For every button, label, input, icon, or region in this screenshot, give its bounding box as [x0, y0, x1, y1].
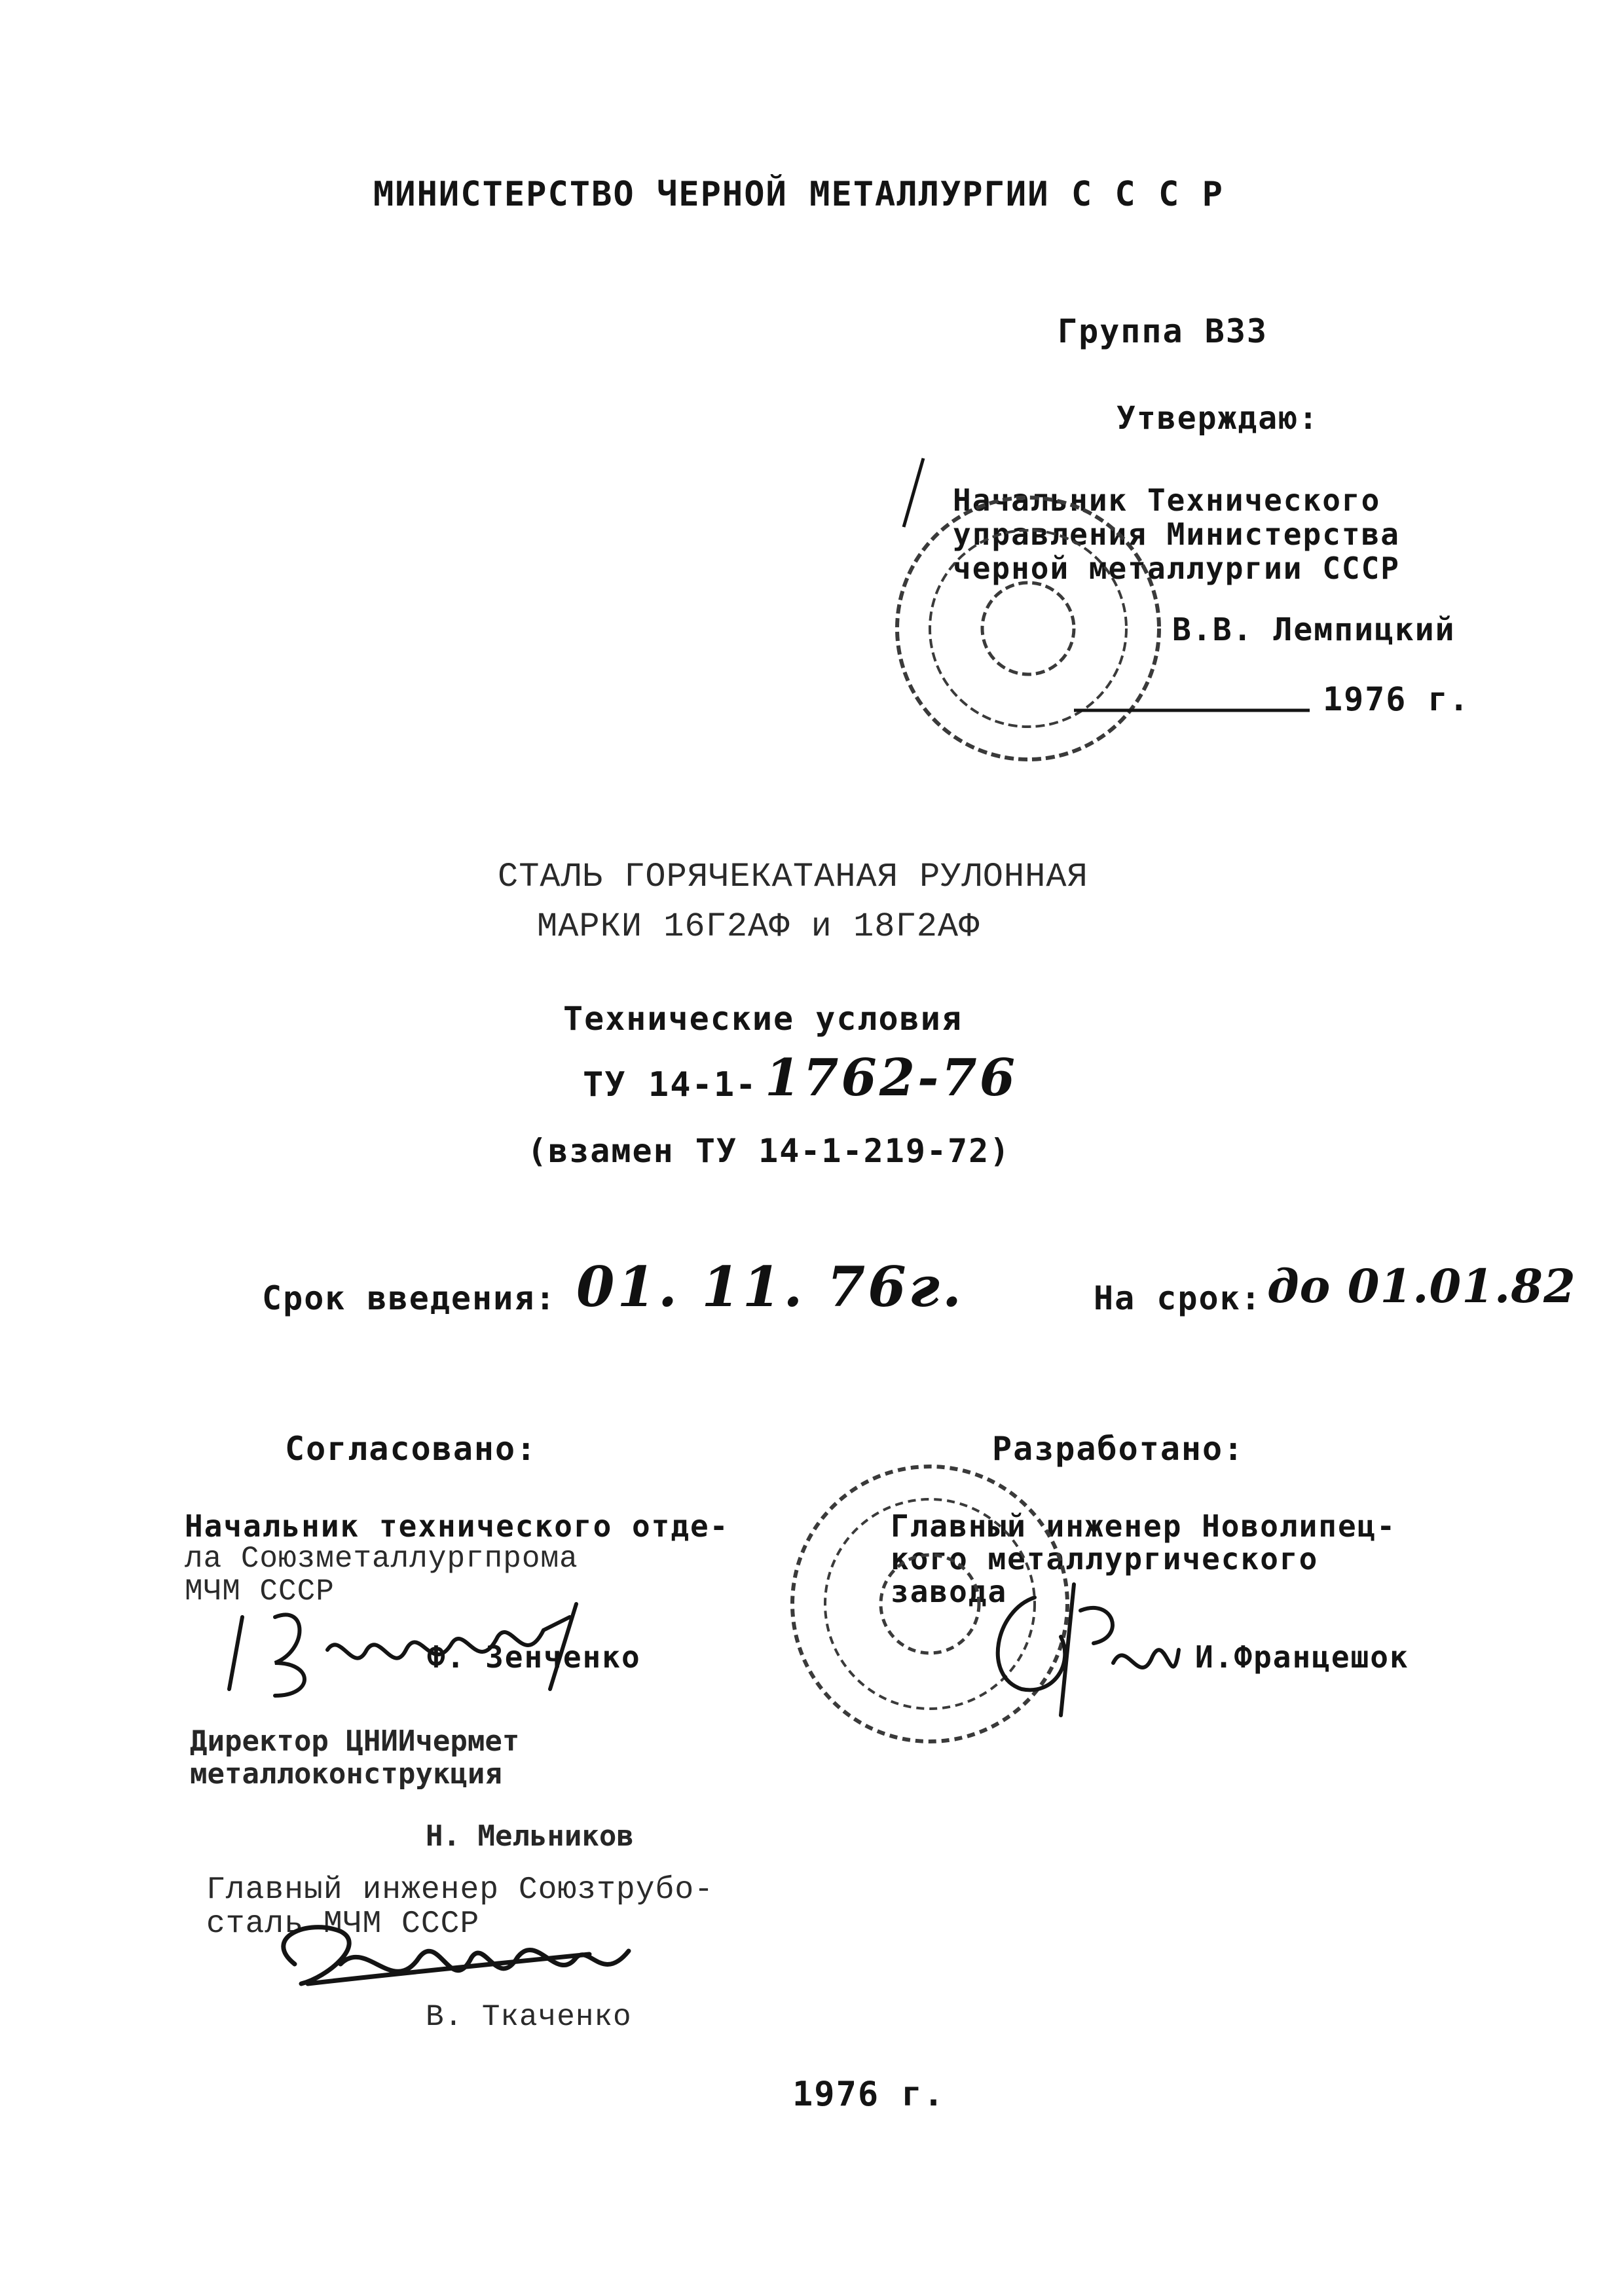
- document-code-prefix: ТУ 14-1-: [583, 1065, 758, 1104]
- approval-seal: [897, 498, 1159, 759]
- developed-name: И.Францешок: [1195, 1639, 1409, 1675]
- replaces-note: (взамен ТУ 14-1-219-72): [527, 1132, 1011, 1170]
- approval-label: Утверждаю:: [1116, 400, 1319, 437]
- agreed-p3-line1: Главный инженер Союзтрубо-: [206, 1872, 714, 1908]
- group-label: Группа В33: [1058, 312, 1268, 350]
- tkachenko-signature: [284, 1927, 629, 1984]
- developed-label: Разработано:: [992, 1430, 1245, 1468]
- developed-line3: завода: [891, 1574, 1008, 1609]
- intro-date-value: 01. 11. 76г.: [576, 1254, 965, 1319]
- document-subtitle: Технические условия: [563, 1000, 963, 1038]
- developed-line2: кого металлургического: [891, 1541, 1319, 1576]
- approval-position-line3: черной металлургии СССР: [953, 551, 1400, 586]
- document-title-line2: МАРКИ 16Г2АФ и 18Г2АФ: [537, 907, 980, 946]
- document-code-handwritten: 1762-76: [765, 1048, 1018, 1108]
- agreed-p1-line3: МЧМ СССР: [185, 1575, 335, 1609]
- validity-label: На срок:: [1094, 1279, 1262, 1317]
- intro-date-label: Срок введения:: [262, 1279, 557, 1317]
- approval-position-line2: управления Министерства: [953, 517, 1400, 552]
- approval-signatory-name: В.В. Лемпицкий: [1172, 611, 1456, 648]
- agreed-p3-name: В. Ткаченко: [426, 2000, 632, 2034]
- approval-pen-stroke: [904, 458, 923, 527]
- agreed-label: Согласовано:: [285, 1430, 538, 1468]
- agreed-p1-name: Ф. Зенченко: [427, 1639, 641, 1675]
- approval-position-line1: Начальник Технического: [953, 483, 1381, 518]
- agreed-p2-line2: металлоконструкция: [190, 1757, 502, 1791]
- footer-date: 1976 г.: [792, 2075, 946, 2114]
- ministry-heading: МИНИСТЕРСТВО ЧЕРНОЙ МЕТАЛЛУРГИИ С С С Р: [373, 175, 1224, 214]
- agreed-p2-line1: Директор ЦНИИчермет: [190, 1724, 520, 1758]
- agreed-p2-name: Н. Мельников: [426, 1819, 634, 1853]
- agreed-p1-line1: Начальник технического отде-: [185, 1508, 729, 1544]
- agreed-p3-line2: сталь МЧМ СССР: [206, 1906, 480, 1942]
- zenchenko-signature: [229, 1604, 576, 1696]
- developer-seal: [792, 1467, 1067, 1741]
- developed-line1: Главный инженер Новолипец-: [891, 1508, 1397, 1544]
- agreed-p1-line2: ла Союзметаллургпрома: [185, 1542, 578, 1576]
- document-title-line1: СТАЛЬ ГОРЯЧЕКАТАНАЯ РУЛОННАЯ: [498, 858, 1088, 896]
- validity-value: до 01.01.82: [1267, 1259, 1576, 1313]
- approval-year: 1976 г.: [1323, 680, 1470, 718]
